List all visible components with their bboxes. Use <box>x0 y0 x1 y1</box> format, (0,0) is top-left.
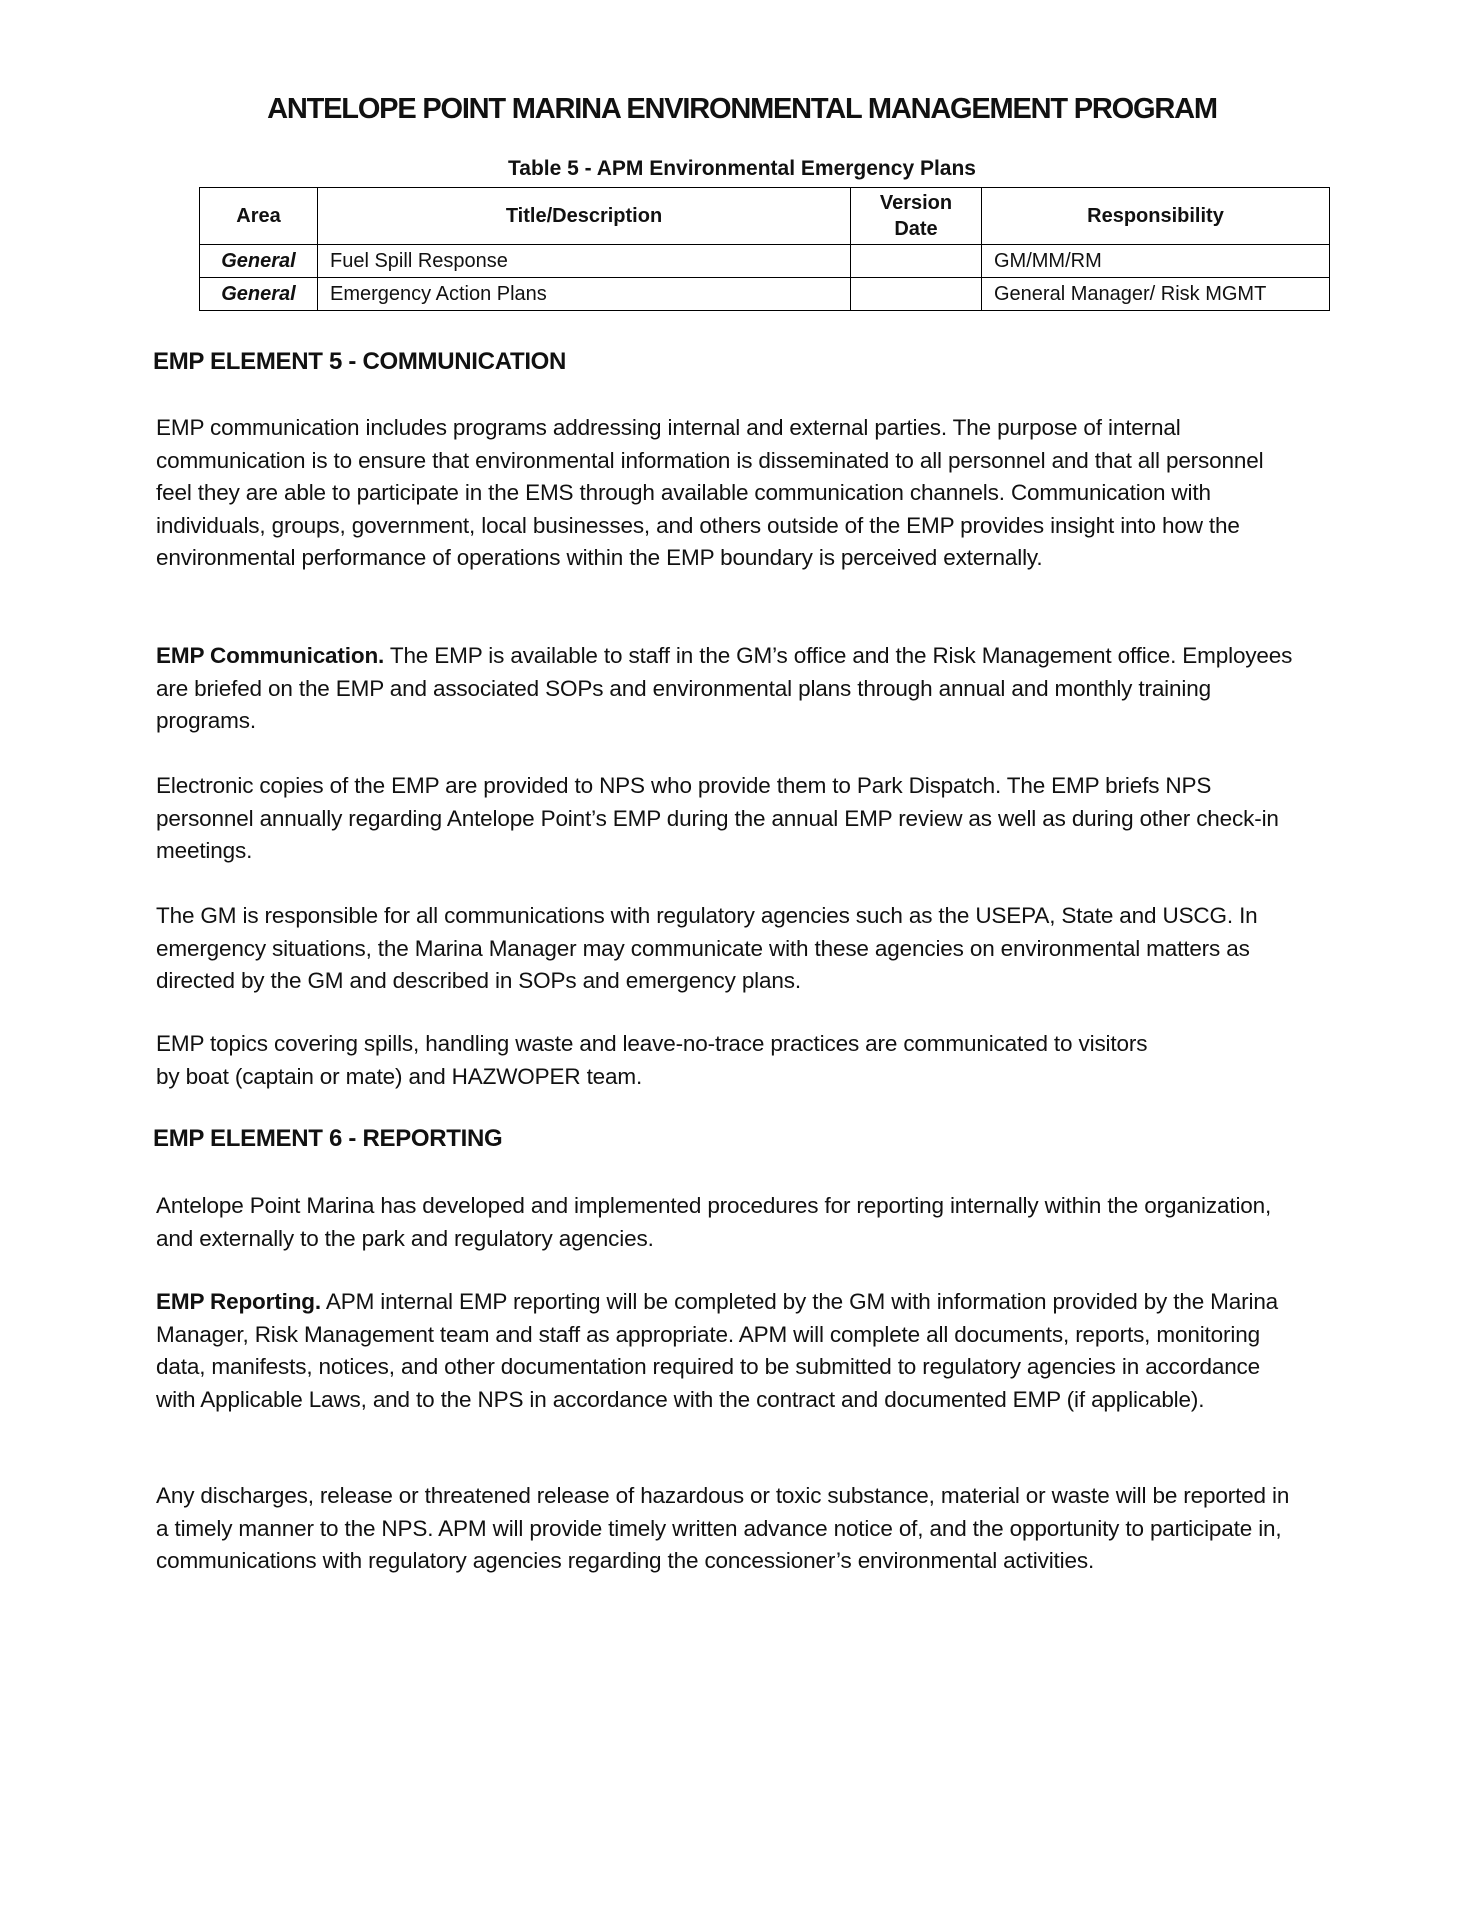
section-6-intro-paragraph: Antelope Point Marina has developed and implemented procedures for reporting internally within the organization, and externally to the park and regulatory agencies. <box>156 1193 1272 1251</box>
cell-area: General <box>200 278 318 311</box>
reporting-paragraph <box>156 1286 1296 1416</box>
table-row <box>200 278 1330 311</box>
table-row <box>200 245 1330 278</box>
table-header-row <box>200 188 1330 245</box>
column-header-version-date: Version Date <box>851 188 982 245</box>
column-header-responsibility: Responsibility <box>982 188 1330 245</box>
electronic-copies-paragraph: Electronic copies of the EMP are provided to NPS who provide them to Park Dispatch. The EMP briefs NPS personnel annually regarding Antelope Point’s EMP during the annual EMP review as well as during other check-in meetings. <box>156 773 1279 863</box>
column-header-title: Title/Description <box>318 188 851 245</box>
column-header-area: Area <box>200 188 318 245</box>
communication-lead: EMP Communication. <box>156 643 385 668</box>
cell-version-date <box>851 245 982 278</box>
cell-version-date <box>851 278 982 311</box>
section-5-heading: EMP ELEMENT 5 - COMMUNICATION <box>153 348 567 375</box>
emergency-plans-table <box>199 187 1330 311</box>
cell-title: Emergency Action Plans <box>318 278 851 311</box>
communication-text: The EMP is available to staff in the GM’s office and the Risk Management office. Employees are briefed on the EMP and associated SOPs and environmental plans through annual and monthly training programs. <box>156 643 1293 733</box>
cell-title: Fuel Spill Response <box>318 245 851 278</box>
table-caption: Table 5 - APM Environmental Emergency Plans <box>508 157 976 180</box>
discharges-paragraph: Any discharges, release or threatened release of hazardous or toxic substance, material or waste will be reported in a timely manner to the NPS. APM will provide timely written advance notice of, and the opportunity to participate in, communications with regulatory agencies regarding the concessioner’s environmental activities. <box>156 1483 1290 1573</box>
document-title: ANTELOPE POINT MARINA ENVIRONMENTAL MANAGEMENT PROGRAM <box>267 93 1217 125</box>
cell-area: General <box>200 245 318 278</box>
cell-responsibility: General Manager/ Risk MGMT <box>982 278 1330 311</box>
emp-topics-paragraph: EMP topics covering spills, handling waste and leave-no-trace practices are communicated to visitors by boat (captain or mate) and HAZWOPER team. <box>156 1031 1148 1089</box>
communication-paragraph <box>156 640 1296 738</box>
section-5-intro-paragraph: EMP communication includes programs addressing internal and external parties. The purpose of internal communication is to ensure that environmental information is disseminated to all personnel and that all personnel feel they are able to participate in the EMS through available communication channels. Communication with individuals, groups, government, local businesses, and others outside of the EMP provides insight into how the environmental performance of operations within the EMP boundary is perceived externally. <box>156 415 1264 570</box>
gm-responsibility-paragraph: The GM is responsible for all communications with regulatory agencies such as the USEPA, State and USCG. In emergency situations, the Marina Manager may communicate with these agencies on environmental matters as directed by the GM and described in SOPs and emergency plans. <box>156 903 1258 993</box>
reporting-text: APM internal EMP reporting will be completed by the GM with information provided by the Marina Manager, Risk Management team and staff as appropriate. APM will complete all documents, reports, monitoring data, manifests, notices, and other documentation required to be submitted to regulatory agencies in accordance with Applicable Laws, and to the NPS in accordance with the contract and documented EMP (if applicable). <box>156 1289 1279 1412</box>
cell-responsibility: GM/MM/RM <box>982 245 1330 278</box>
section-6-heading: EMP ELEMENT 6 - REPORTING <box>153 1125 503 1152</box>
reporting-lead: EMP Reporting. <box>156 1289 321 1314</box>
